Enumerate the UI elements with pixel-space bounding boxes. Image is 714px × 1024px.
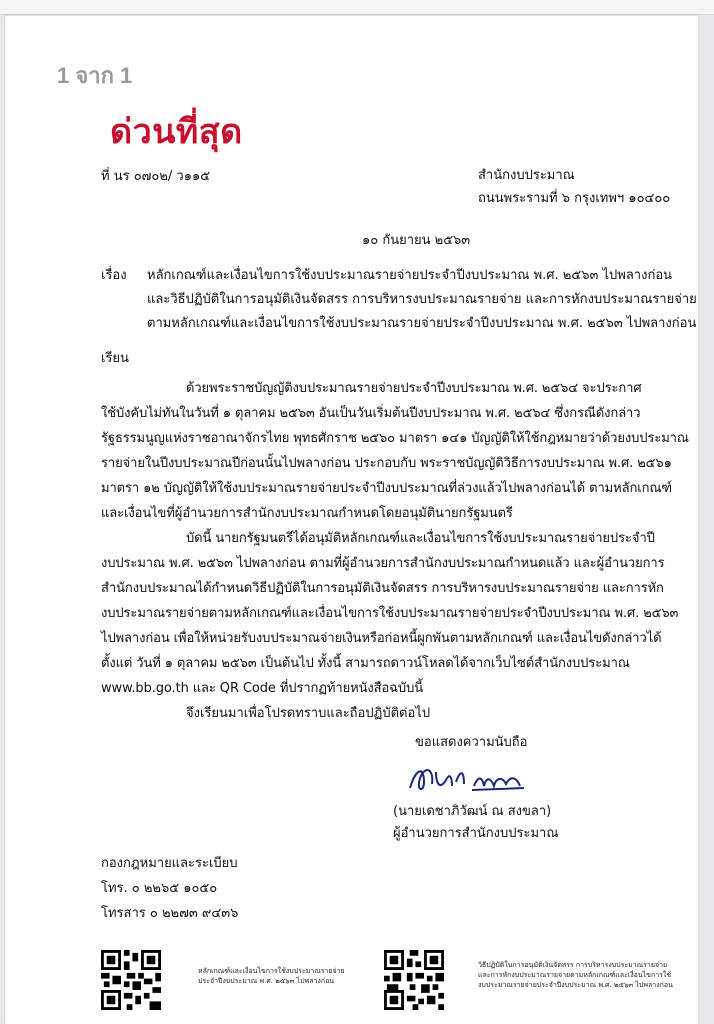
subject-line: และวิธีปฏิบัติในการอนุมัติเงินจัดสรร การบริหารงบประมาณรายจ่าย และการหักงบประมาณรายจ่าย bbox=[147, 292, 697, 307]
viewer-margin bbox=[701, 16, 714, 1024]
signer-name: (นายเดชาภิวัฒน์ ณ สงขลา) bbox=[393, 804, 552, 819]
sign-off: ขอแสดงความนับถือ bbox=[415, 735, 528, 750]
subject-line: หลักเกณฑ์และเงื่อนไขการใช้งบประมาณรายจ่ายประจำปีงบประมาณ พ.ศ. ๒๕๖๓ ไปพลางก่อน bbox=[147, 268, 673, 283]
paragraph1-line: รัฐธรรมนูญแห่งราชอาณาจักรไทย พุทธศักราช ๒๕๖๐ มาตรา ๑๔๑ บัญญัติให้ใช้กฎหมายว่าด้วยงบประมาณ bbox=[101, 431, 689, 446]
fax: โทรสาร ๐ ๒๒๗๓ ๙๔๓๖ bbox=[101, 906, 239, 921]
phone: โทร. ๐ ๒๒๖๕ ๑๐๕๐ bbox=[101, 881, 218, 896]
handwritten-signature bbox=[402, 762, 542, 798]
paragraph2-line: www.bb.go.th และ QR Code ที่ปรากฏท้ายหนังสือฉบับนี้ bbox=[101, 681, 424, 696]
qr-code-icon bbox=[101, 950, 161, 1010]
agency-name: สำนักงบประมาณ bbox=[478, 168, 575, 183]
paragraph2-line: ไปพลางก่อน เพื่อให้หน่วยรับงบประมาณจ่ายเงินหรือก่อหนี้ผูกพันตามหลักเกณฑ์ และเงื่อนไขดังกล่าวได้ bbox=[101, 631, 662, 646]
document-number: ที่ นร ๐๗๐๒/ ว๑๑๕ bbox=[101, 169, 211, 184]
paragraph1-line: รายจ่ายในปีงบประมาณปีก่อนนั้นไปพลางก่อน ประกอบกับ พระราชบัญญัติวิธีการงบประมาณ พ.ศ. ๒๕๖๑ bbox=[101, 456, 672, 471]
qr-caption: หลักเกณฑ์และเงื่อนไขการใช้งบประมาณรายจ่าย ประจำปีงบประมาณ พ.ศ. ๒๕๖๓ ไปพลางก่อน bbox=[198, 967, 345, 985]
paragraph2-line: บัดนี้ นายกรัฐมนตรีได้อนุมัติหลักเกณฑ์และเงื่อนไขการใช้งบประมาณรายจ่ายประจำปี bbox=[186, 531, 655, 546]
page-indicator: 1 จาก 1 bbox=[57, 63, 133, 88]
qr-code-icon bbox=[384, 950, 444, 1010]
paragraph1-line: ด้วยพระราชบัญญัติงบประมาณรายจ่ายประจำปีงบประมาณ พ.ศ. ๒๕๖๔ จะประกาศ bbox=[186, 381, 642, 396]
paragraph1-line: และเงื่อนไขที่ผู้อำนวยการสำนักงบประมาณกำหนดโดยอนุมัตินายกรัฐมนตรี bbox=[101, 506, 513, 521]
agency-address: ถนนพระรามที่ ๖ กรุงเทพฯ ๑๐๔๐๐ bbox=[478, 191, 671, 206]
signer-title: ผู้อำนวยการสำนักงบประมาณ bbox=[393, 826, 559, 841]
paragraph2-line: ตั้งแต่ วันที่ ๑ ตุลาคม ๒๕๖๓ เป็นต้นไป ทั้งนี้ สามารถดาวน์โหลดได้จากเว็บไซต์สำนักงบประมาณ bbox=[101, 656, 630, 671]
paragraph1-line: มาตรา ๑๒ บัญญัติให้ใช้งบประมาณรายจ่ายประจำปีงบประมาณที่ล่วงแล้วไปพลางก่อนได้ ตามหลักเกณฑ์ bbox=[101, 481, 672, 496]
department: กองกฎหมายและระเบียบ bbox=[101, 856, 238, 871]
paragraph2-line: งบประมาณรายจ่ายตามหลักเกณฑ์และเงื่อนไขการใช้งบประมาณรายจ่ายประจำปีงบประมาณ พ.ศ. ๒๕๖๓ bbox=[101, 606, 679, 621]
paragraph1-line: ใช้บังคับไม่ทันในวันที่ ๑ ตุลาคม ๒๕๖๓ อันเป็นวันเริ่มต้นปีงบประมาณ พ.ศ. ๒๕๖๔ ซึ่งกรณีดังกล่าว bbox=[101, 406, 641, 421]
viewer-toolbar bbox=[0, 0, 714, 15]
subject-line: ตามหลักเกณฑ์และเงื่อนไขการใช้งบประมาณรายจ่ายประจำปีงบประมาณ พ.ศ. ๒๕๖๓ ไปพลางก่อน bbox=[147, 316, 697, 331]
qr-caption: วิธีปฏิบัติในการอนุมัติเงินจัดสรร การบริหารงบประมาณรายจ่าย และการหักงบประมาณรายจ่ายตามหลักเกณฑ์และเงื่อนไขการใช้ งบประมาณรายจ่ายประจำปีงบประมาณ พ.ศ. ๒๕๖๓ ไปพลางก่อน bbox=[478, 961, 673, 989]
paragraph2-line: งบประมาณ พ.ศ. ๒๕๖๓ ไปพลางก่อน ตามที่ผู้อำนวยการสำนักงบประมาณกำหนดแล้ว และผู้อำนวยการ bbox=[101, 556, 665, 571]
urgency-stamp: ด่วนที่สุด bbox=[110, 112, 243, 152]
subject-label: เรื่อง bbox=[101, 268, 127, 283]
paragraph2-line: สำนักงบประมาณได้กำหนดวิธีปฏิบัติในการอนุมัติเงินจัดสรร การบริหารงบประมาณรายจ่าย และการหัก bbox=[101, 581, 664, 596]
letter-date: ๑๐ กันยายน ๒๕๖๓ bbox=[362, 233, 471, 248]
closing-line: จึงเรียนมาเพื่อโปรดทราบและถือปฏิบัติต่อไป bbox=[186, 706, 431, 721]
salutation: เรียน bbox=[101, 351, 129, 366]
